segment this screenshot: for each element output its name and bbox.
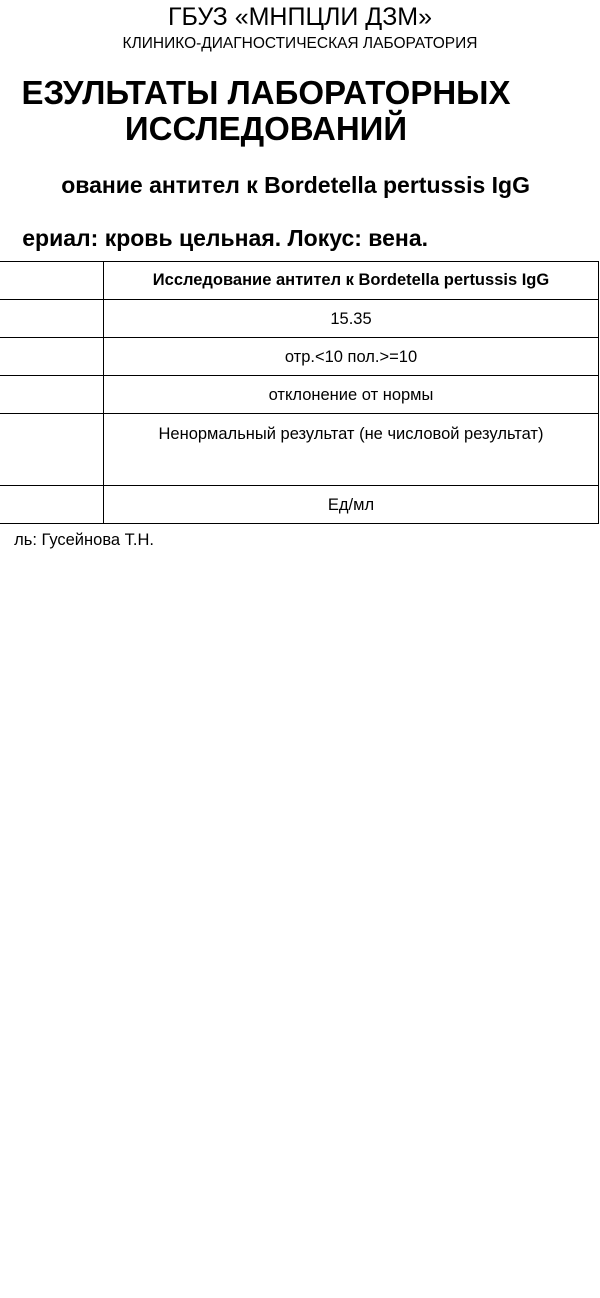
row-label	[0, 414, 104, 486]
report-title-line-2: ИССЛЕДОВАНИЙ	[124, 110, 408, 147]
test-title: ование антител к Bordetella pertussis IgG	[61, 172, 530, 198]
report-title	[0, 75, 548, 147]
results-table	[0, 261, 599, 524]
row-label	[0, 338, 104, 376]
row-label-line-2	[0, 444, 99, 464]
row-label	[0, 376, 104, 414]
material-line: ериал: кровь цельная. Локус: вена.	[22, 225, 428, 251]
deviation-value: отклонение от нормы	[104, 376, 599, 414]
reference-values: отр.<10 пол.>=10	[104, 338, 599, 376]
header-label-cell	[0, 262, 104, 300]
result-value: 15.35	[104, 300, 599, 338]
table-header-row	[0, 262, 599, 300]
table-row	[0, 486, 599, 524]
organization-name: ГБУЗ «МНПЦЛИ ДЗМ»	[167, 3, 433, 31]
table-row	[0, 414, 599, 486]
unit-value: Ед/мл	[104, 486, 599, 524]
row-label	[0, 486, 104, 524]
row-label-line-1	[0, 424, 99, 444]
table-row	[0, 300, 599, 338]
report-title-line-1: ЕЗУЛЬТАТЫ ЛАБОРАТОРНЫХ	[21, 74, 511, 111]
executor-line: ль: Гусейнова Т.Н.	[14, 531, 154, 549]
column-header: Исследование антител к Bordetella pertussis IgG	[104, 262, 599, 300]
interpretation-value: Ненормальный результат (не числовой результат)	[104, 414, 599, 486]
row-label	[0, 300, 104, 338]
laboratory-name: КЛИНИКО-ДИАГНОСТИЧЕСКАЯ ЛАБОРАТОРИЯ	[122, 35, 478, 52]
table-row	[0, 376, 599, 414]
table-row	[0, 338, 599, 376]
